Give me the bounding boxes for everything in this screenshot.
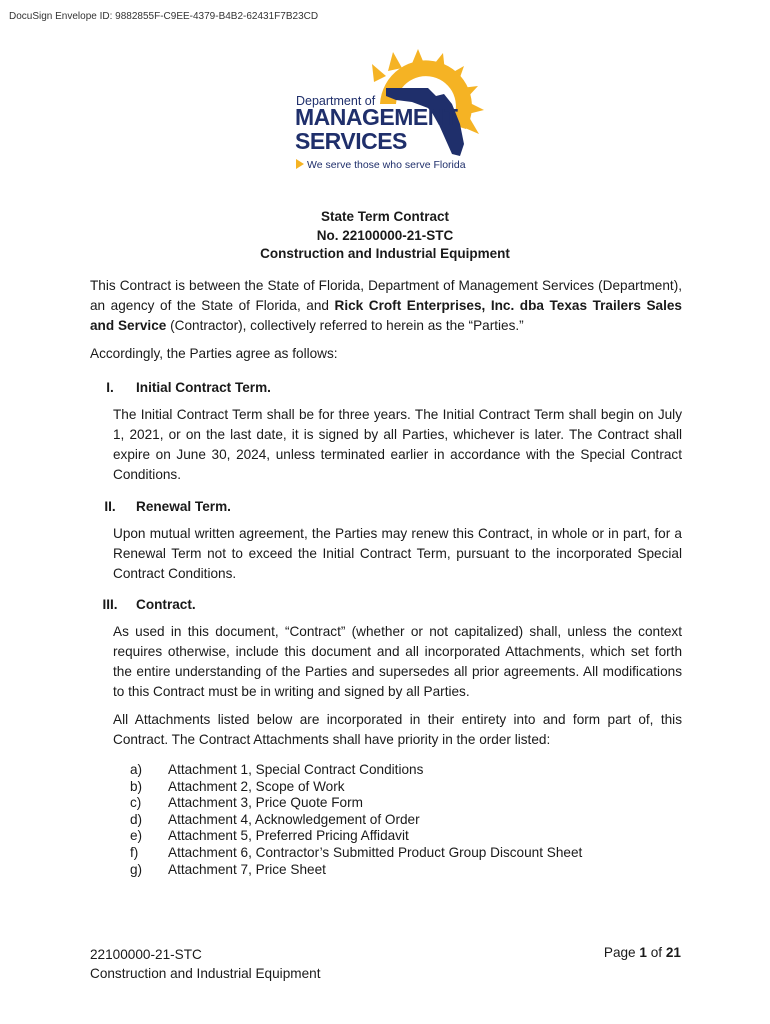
list-item: a) Attachment 1, Special Contract Conditions [130, 762, 424, 777]
play-arrow-icon [296, 159, 304, 169]
logo-tagline: We serve those who serve Florida [296, 159, 466, 171]
dms-logo [288, 44, 498, 174]
logo-line-department: Department of [296, 94, 376, 108]
title-line-3: Construction and Industrial Equipment [260, 246, 510, 261]
section-number: II. [104, 499, 116, 514]
logo-line-services: SERVICES [295, 128, 407, 154]
footer-contract-number: 22100000-21-STC [90, 947, 202, 962]
contract-title [0, 208, 770, 264]
list-item: e) Attachment 5, Preferred Pricing Affidavit [130, 828, 409, 844]
logo-line-management: MANAGEMENT [295, 104, 458, 130]
section-body: As used in this document, “Contract” (whether or not capitalized) shall, unless the context requires otherwise, include this document and all incorporated Attachments, which set forth the entire understanding of the Parties and supersedes all prior agreements. All modifications to this Contract must be in writing and signed by all Parties. [113, 624, 682, 699]
intro-paragraph: This Contract is between the State of Florida, Department of Management Services (Department), an agency of the State of Florida, and Rick Croft Enterprises, Inc. dba Texas Trailers Sales and Service (Contractor), collectively referred to herein as the “Parties.” [90, 278, 682, 333]
list-item: g) Attachment 7, Price Sheet [130, 861, 326, 877]
section-heading: Initial Contract Term. [136, 380, 271, 395]
list-item: b) Attachment 2, Scope of Work [130, 778, 345, 794]
section-number: III. [102, 597, 118, 612]
list-item: c) Attachment 3, Price Quote Form [130, 795, 363, 811]
title-line-1: State Term Contract [320, 209, 450, 224]
section-heading: Renewal Term. [136, 499, 231, 514]
section-heading: Contract. [136, 597, 196, 612]
docusign-envelope-id: DocuSign Envelope ID: 9882855F-C9EE-4379-B4B2-62431F7B23CD [9, 11, 319, 22]
contractor-name: Rick Croft Enterprises, Inc. dba Texas Trailers Sales and Service [90, 298, 682, 333]
footer-subtitle: Construction and Industrial Equipment [90, 966, 321, 981]
accordingly-text: Accordingly, the Parties agree as follows: [90, 346, 338, 361]
list-item: d) Attachment 4, Acknowledgement of Order [130, 811, 420, 827]
list-item: f) Attachment 6, Contractor’s Submitted Product Group Discount Sheet [130, 844, 583, 860]
title-line-2: No. 22100000-21-STC [316, 227, 454, 243]
section-number: I. [106, 380, 114, 395]
section-body: Upon mutual written agreement, the Parties may renew this Contract, in whole or in part, for a Renewal Term not to exceed the Initial Contract Term, pursuant to the incorporated Special Contract Conditions. [113, 526, 682, 581]
page-number: Page 1 of 21 [603, 945, 681, 960]
attachments-list [130, 762, 582, 878]
section-body-attachments-intro: All Attachments listed below are incorporated in their entirety into and form part of, this Contract. The Contract Attachments shall have priority in the order listed: [113, 712, 682, 747]
footer-contract-info [90, 945, 320, 983]
section-body: The Initial Contract Term shall be for three years. The Initial Contract Term shall begin on July 1, 2021, or on the last date, it is signed by all Parties, whichever is later. The Contract shall expire on June 30, 2024, unless terminated earlier in accordance with the Special Contract Conditions. [113, 407, 682, 482]
